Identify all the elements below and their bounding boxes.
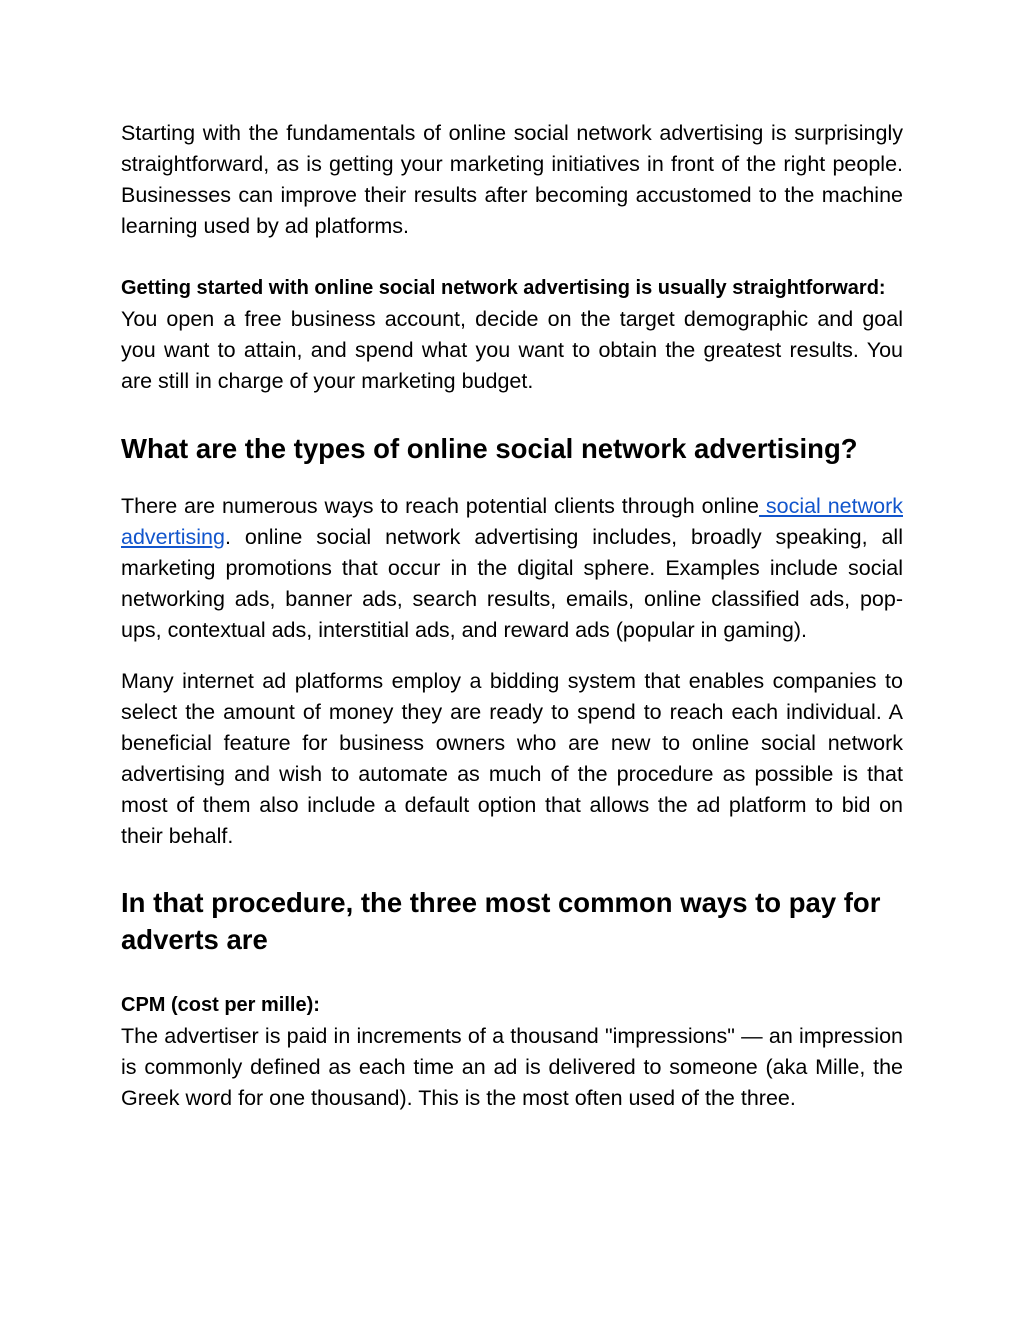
types-paragraph-1 [121, 491, 903, 646]
intro-paragraph: Starting with the fundamentals of online social network advertising is surprisingly straightforward, as is getting your marketing initiatives in front of the right people. Businesses can improve their results after becoming accustomed to the machine learning used by ad platforms. [121, 121, 903, 238]
social-network-advertising-link[interactable]: social network advertising [121, 494, 903, 549]
payment-heading: In that procedure, the three most common ways to pay for adverts are [121, 887, 881, 955]
getting-started-subheading: Getting started with online social network advertising is usually straightforward: [121, 277, 886, 299]
cpm-paragraph: The advertiser is paid in increments of a thousand "impressions" — an impression is commonly defined as each time an ad is delivered to someone (aka Mille, the Greek word for one thousand). This is the most often used of the three. [121, 1024, 903, 1110]
types-heading: What are the types of online social network advertising? [121, 433, 858, 464]
cpm-subheading: CPM (cost per mille): [121, 994, 320, 1016]
document-page [121, 118, 903, 1114]
types-paragraph-1-text-start: There are numerous ways to reach potential clients through online [121, 494, 759, 518]
types-paragraph-1-text-end: . online social network advertising includes, broadly speaking, all marketing promotions that occur in the digital sphere. Examples include social networking ads, banner ads, search results, emails, online classified ads, pop-ups, contextual ads, interstitial ads, and reward ads (popular in gaming). [121, 525, 903, 642]
types-paragraph-2: Many internet ad platforms employ a bidding system that enables companies to select the amount of money they are ready to spend to reach each individual. A beneficial feature for business owners who are new to online social network advertising and wish to automate as much of the procedure as possible is that most of them also include a default option that allows the ad platform to bid on their behalf. [121, 669, 903, 848]
getting-started-paragraph: You open a free business account, decide on the target demographic and goal you want to attain, and spend what you want to obtain the greatest results. You are still in charge of your marketing budget. [121, 307, 903, 393]
